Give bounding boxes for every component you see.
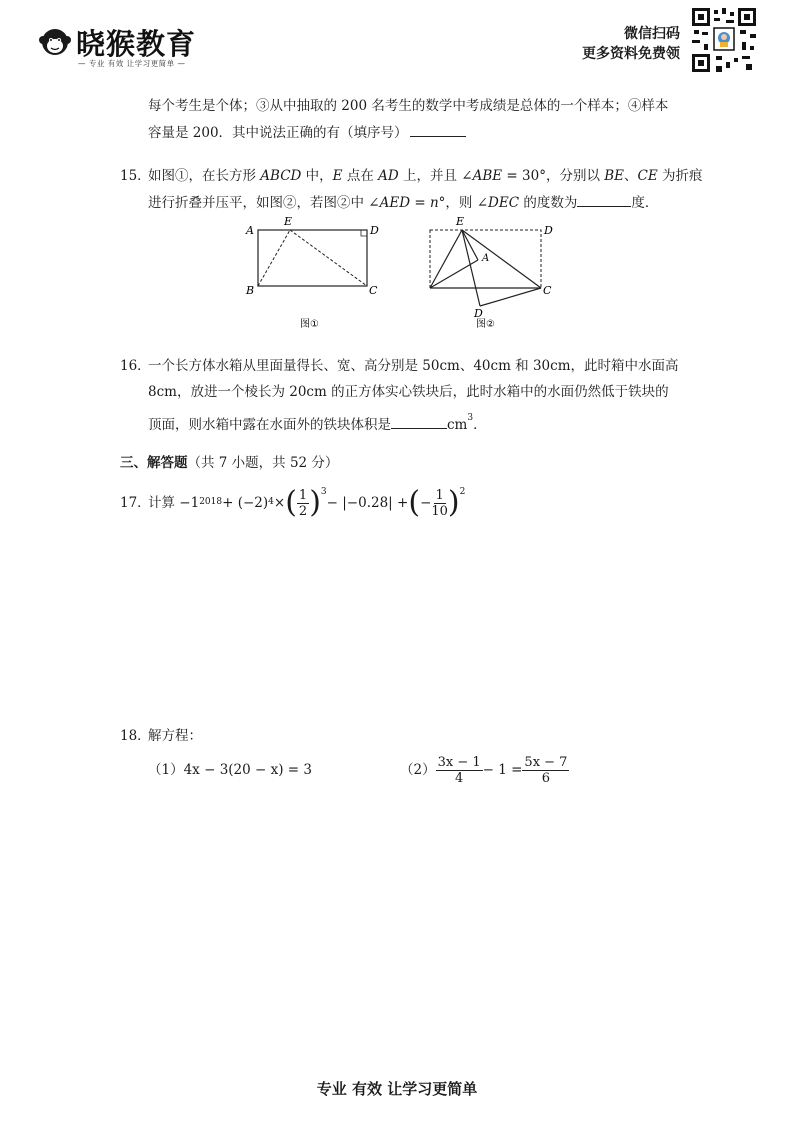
q16-text: 顶面，则水箱中露在水面外的铁块体积是 — [148, 417, 391, 433]
qr-caption-line1: 微信扫码 — [624, 26, 680, 42]
fig2-caption: 图② — [476, 319, 495, 330]
fig2-line-EA — [462, 230, 478, 260]
q17-exp2: 4 — [268, 497, 274, 507]
q17-expression — [148, 480, 465, 526]
q14-line2-text: 容量是 200．其中说法正确的有（填序号） — [148, 125, 408, 141]
fig1-right-angle — [361, 230, 367, 236]
q15-text: °，则 ∠ — [438, 195, 489, 211]
q18-frac1-denominator: 4 — [454, 770, 464, 786]
q15-var: E — [332, 168, 343, 184]
q17-frac2-sign: − — [420, 495, 432, 511]
fig1-label-D: D — [370, 224, 379, 237]
q17-exp1: 2018 — [199, 497, 223, 507]
q18-part2-fraction-1 — [436, 755, 483, 786]
q18-title: 解方程： — [148, 728, 202, 744]
q15-var: DEC — [488, 195, 520, 211]
q17-frac2-numerator: 1 — [435, 487, 444, 503]
q17-lparen-2: ( — [408, 485, 421, 520]
q15-var: ABE — [472, 168, 503, 184]
q18-part2-label: （2） — [400, 762, 436, 778]
figure-1 — [240, 214, 390, 334]
fig2-line-DC — [480, 288, 541, 306]
footer-slogan: 专业 有效 让学习更简单 — [316, 1080, 478, 1098]
brand-logo — [38, 20, 198, 68]
q18-number: 18． — [120, 728, 151, 744]
q15-var: CE — [637, 168, 658, 184]
q18-part2-mid: − 1 = — [482, 762, 523, 778]
fig2-label-D-top: D — [544, 224, 553, 237]
q15-var: n — [429, 195, 439, 211]
q15-var: BE — [604, 168, 625, 184]
q16-unit-exponent: 3 — [467, 413, 474, 423]
q15-text: = 30°，分别以 — [502, 168, 605, 184]
q16-number: 16． — [120, 358, 151, 374]
q18-frac1-numerator: 3x − 1 — [437, 754, 481, 770]
q17-term1: 计算 −1 — [148, 495, 200, 511]
q15-text: 的度数为 — [519, 195, 578, 211]
section3-title: 三、解答题 — [120, 455, 188, 471]
q18-part1 — [148, 760, 312, 780]
q17-frac1-numerator: 1 — [298, 487, 308, 503]
monkey-icon — [38, 24, 72, 60]
q18-part1-label: （1） — [148, 762, 184, 778]
fig1-line-EC — [290, 230, 367, 286]
q17-times: × — [273, 495, 286, 511]
q14-answer-blank[interactable] — [410, 122, 466, 137]
fig1-label-E: E — [284, 215, 293, 228]
q18-part2-fraction-2 — [522, 755, 569, 786]
q15-text: 、 — [624, 168, 638, 184]
q16-line3 — [148, 408, 487, 435]
qr-caption-line2: 更多资料免费领 — [582, 46, 680, 62]
q15-line1 — [148, 166, 703, 186]
q14-line2 — [148, 122, 466, 143]
q15-text: 上，并且 ∠ — [398, 168, 473, 184]
section3-heading — [120, 453, 338, 473]
fig2-label-D-bottom: D — [474, 307, 483, 320]
q16-unit: cm — [447, 417, 468, 433]
q16-text: ． — [473, 417, 487, 433]
q17-exp4: 2 — [459, 487, 466, 497]
q15-var: AED — [379, 195, 411, 211]
q17-rparen-2: ) — [447, 485, 460, 520]
q17-term2: + (−2) — [222, 495, 269, 511]
q16-line2: 8cm，放进一个棱长为 20cm 的正方体实心铁块后，此时水箱中的水面仍然低于铁块的 — [148, 384, 669, 400]
qr-code[interactable] — [692, 8, 756, 72]
q17-term4: − |−0.28| + — [326, 495, 409, 511]
brand-tagline: — 专业 有效 让学习更简单 — — [78, 59, 186, 68]
q18-frac2-denominator: 6 — [541, 770, 551, 786]
qr-code-icon — [692, 8, 756, 72]
q15-text: 度． — [631, 195, 659, 211]
q16-line1: 一个长方体水箱从里面量得长、宽、高分别是 50cm、40cm 和 30cm，此时箱中水面高 — [148, 358, 679, 374]
q17-fraction-2 — [431, 488, 448, 519]
q15-text: 进行折叠并压平，如图②，若图②中 ∠ — [148, 195, 380, 211]
q15-text: 为折痕 — [657, 168, 703, 184]
fig1-line-BE — [258, 230, 290, 286]
q14-line1: 每个考生是个体；③从中抽取的 200 名考生的数学中考成绩是总体的一个样本；④样本 — [148, 98, 669, 114]
q17-exp3: 3 — [320, 487, 327, 497]
q15-text: = — [410, 195, 430, 211]
q16-answer-blank[interactable] — [391, 414, 447, 429]
q18-part2 — [400, 748, 569, 792]
brand-name: 晓猴教育 — [76, 27, 197, 61]
q17-fraction-1 — [297, 488, 309, 519]
fig2-label-C: C — [543, 284, 552, 297]
fig1-label-A: A — [246, 224, 254, 237]
q17-frac1-denominator: 2 — [298, 503, 308, 519]
section3-note: （共 7 小题，共 52 分） — [187, 455, 339, 471]
q15-var: AD — [378, 168, 399, 184]
fig2-label-E: E — [456, 215, 465, 228]
q18-part1-equation: 4x − 3(20 − x) = 3 — [183, 762, 312, 778]
figure-2 — [416, 214, 566, 334]
q18-frac2-numerator: 5x − 7 — [524, 754, 568, 770]
fig1-label-C: C — [369, 284, 378, 297]
q15-line2 — [148, 192, 658, 213]
q17-frac2-denominator: 10 — [431, 503, 448, 519]
q15-text: 中， — [301, 168, 333, 184]
fig1-caption: 图① — [300, 319, 319, 330]
q17-lparen: ( — [285, 485, 297, 520]
q15-var: ABCD — [260, 168, 302, 184]
q15-answer-blank[interactable] — [577, 192, 631, 207]
fig2-label-A: A — [482, 253, 490, 264]
q15-number: 15． — [120, 168, 151, 184]
q15-text: 如图①，在长方形 — [148, 168, 261, 184]
q17-rparen: ) — [309, 485, 321, 520]
q15-text: 点在 — [342, 168, 379, 184]
fig1-label-B: B — [246, 284, 255, 297]
qr-caption — [560, 24, 680, 64]
q17-number: 17． — [120, 495, 151, 511]
